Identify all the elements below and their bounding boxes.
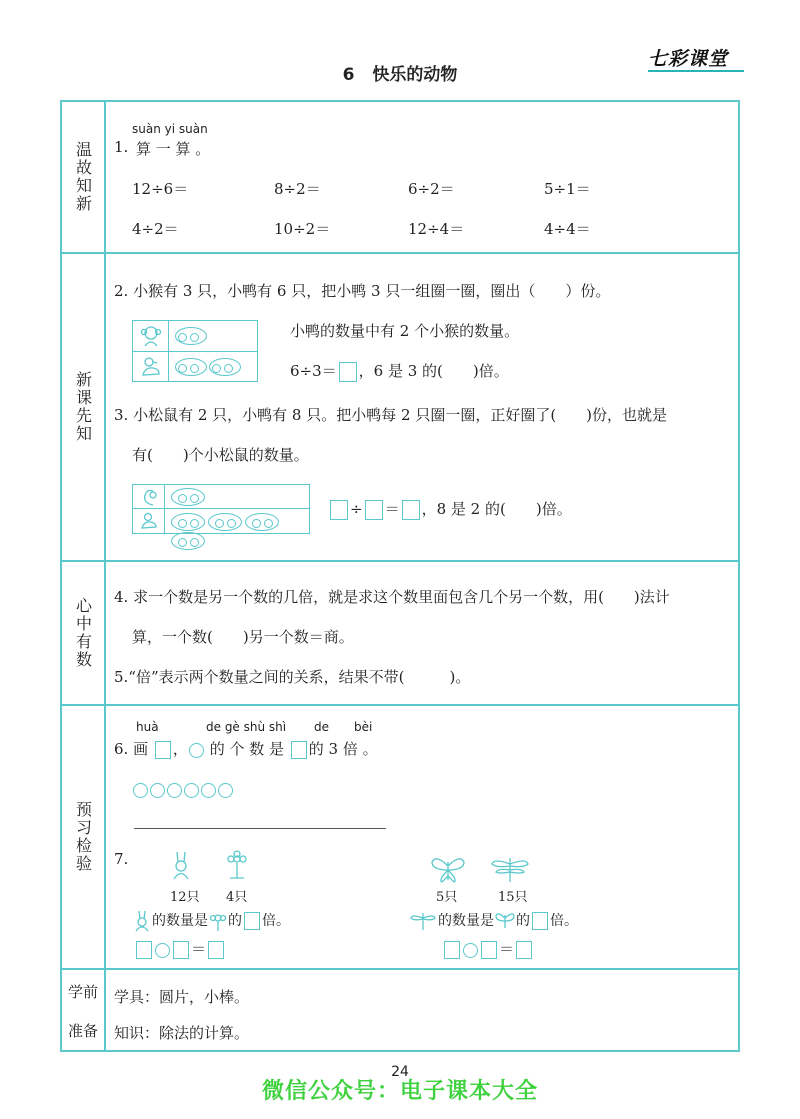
group-oval xyxy=(245,513,279,531)
section-label-line: 准备 xyxy=(67,1022,98,1040)
question-7-number: 7. xyxy=(114,850,129,868)
squirrel-duck-diagram xyxy=(132,484,310,534)
section-label xyxy=(62,970,106,1052)
answer-box[interactable] xyxy=(516,941,532,959)
squirrel-group xyxy=(171,487,208,506)
answer-box[interactable] xyxy=(330,500,348,520)
section-label-text: 温故知新 xyxy=(73,141,93,213)
section-label xyxy=(62,254,106,560)
group-oval xyxy=(209,358,241,376)
pinyin: de xyxy=(314,720,329,734)
problem: 8÷2＝ xyxy=(274,180,321,198)
section-review xyxy=(62,102,738,254)
flower-icon xyxy=(208,910,228,932)
section-label-text: 新课先知 xyxy=(73,371,93,443)
dragonfly-icon xyxy=(408,910,438,932)
group-oval xyxy=(171,488,205,506)
lesson-title: 快乐的动物 xyxy=(372,65,458,85)
answer-box[interactable] xyxy=(173,941,189,959)
group-oval xyxy=(175,358,207,376)
rabbit-icon xyxy=(132,910,152,932)
pinyin: suàn yi suàn xyxy=(132,122,208,136)
given-circles xyxy=(132,780,234,798)
q2-statement: 小鸭的数量中有 2 个小猴的数量。 xyxy=(290,322,520,340)
pinyin: bèi xyxy=(354,720,373,734)
rabbit-icon xyxy=(168,850,194,880)
question-number: 1. xyxy=(114,138,129,156)
answer-box[interactable] xyxy=(402,500,420,520)
problem: 12÷4＝ xyxy=(408,220,465,238)
monkey-icon xyxy=(139,324,163,348)
brand-text: 七彩课堂 xyxy=(648,48,729,70)
section-prep xyxy=(62,970,738,1052)
section-label xyxy=(62,102,106,252)
section-content xyxy=(106,254,738,560)
problem: 4÷2＝ xyxy=(132,220,179,238)
answer-box[interactable] xyxy=(339,362,357,382)
answer-box[interactable] xyxy=(532,912,548,930)
question-2: 2. 小猴有 3 只，小鸭有 6 只，把小鸭 3 只一组圈一圈，圈出（ ）份。 xyxy=(114,282,611,300)
section-content xyxy=(106,706,738,968)
square-shape xyxy=(155,741,171,759)
group-oval xyxy=(208,513,242,531)
dragonfly-icon xyxy=(488,854,532,884)
butterfly-icon xyxy=(494,910,516,932)
pinyin: huà xyxy=(136,720,159,734)
flower-icon xyxy=(224,850,250,880)
operator-circle[interactable] xyxy=(155,943,170,958)
count-label: 12只 xyxy=(170,890,200,905)
question-4-line2: 算，一个数( )另一个数＝商。 xyxy=(132,628,354,646)
duck-groups xyxy=(171,512,309,550)
group-oval xyxy=(171,513,205,531)
section-label-line: 学前 xyxy=(67,983,98,1001)
answer-box[interactable] xyxy=(136,941,152,959)
brand-underline xyxy=(648,70,744,72)
section-content xyxy=(106,970,738,1052)
question-text: 算 一 算 。 xyxy=(136,140,211,158)
section-content xyxy=(106,102,738,252)
lesson-number: 6 xyxy=(342,65,355,85)
question-3-line2: 有( )个小松鼠的数量。 xyxy=(132,446,309,464)
problem: 5÷1＝ xyxy=(544,180,591,198)
pinyin: de gè shù shì xyxy=(206,720,287,734)
squirrel-icon xyxy=(139,487,159,507)
answer-box[interactable] xyxy=(481,941,497,959)
watermark: 微信公众号：电子课本大全 xyxy=(261,1079,538,1104)
worksheet-frame xyxy=(60,100,740,1052)
operator-circle[interactable] xyxy=(463,943,478,958)
circle-shape xyxy=(189,743,204,758)
group-oval xyxy=(171,532,205,550)
duck-icon xyxy=(139,511,159,531)
butterfly-icon xyxy=(428,854,468,884)
q2-equation: 6÷3＝ ，6 是 3 的( )倍。 xyxy=(290,362,509,380)
problem: 4÷4＝ xyxy=(544,220,591,238)
section-new xyxy=(62,254,738,562)
monkey-group xyxy=(175,326,209,345)
answer-box[interactable] xyxy=(444,941,460,959)
answer-box[interactable] xyxy=(365,500,383,520)
problem: 6÷2＝ xyxy=(408,180,455,198)
question-3-line1: 3. 小松鼠有 2 只，小鸭有 8 只。把小鸭每 2 只圈一圈，正好圈了( )份，也就是 xyxy=(114,406,668,424)
q3-equation: ÷ ＝ ，8 是 2 的( )倍。 xyxy=(328,498,572,520)
section-preview xyxy=(62,706,738,970)
question-5: 5.“倍”表示两个数量之间的关系，结果不带( )。 xyxy=(114,668,471,686)
count-label: 5只 xyxy=(436,890,458,905)
count-label: 4只 xyxy=(226,890,248,905)
problem: 12÷6＝ xyxy=(132,180,189,198)
problem: 10÷2＝ xyxy=(274,220,331,238)
monkey-duck-diagram xyxy=(132,320,258,382)
prep-tools: 学具：圆片，小棒。 xyxy=(114,988,250,1006)
duck-groups xyxy=(175,357,243,376)
answer-line[interactable] xyxy=(134,828,386,829)
duck-icon xyxy=(139,355,163,379)
answer-box[interactable] xyxy=(208,941,224,959)
question-6: 6. 画 ， 的 个 数 是 的 3 倍 。 xyxy=(114,740,378,758)
q7-left-statement: 的数量是 的 倍。 xyxy=(132,910,290,932)
q7-right-statement: 的数量是 的 倍。 xyxy=(408,910,578,932)
brand-logo xyxy=(648,44,748,72)
prep-knowledge: 知识：除法的计算。 xyxy=(114,1024,250,1042)
group-oval xyxy=(175,327,207,345)
count-label: 15只 xyxy=(498,890,528,905)
q7-right-equation: ＝ xyxy=(442,938,534,959)
section-label xyxy=(62,562,106,704)
page-number: 24 xyxy=(391,1064,409,1080)
question-4-line1: 4. 求一个数是另一个数的几倍，就是求这个数里面包含几个另一个数，用( )法计 xyxy=(114,588,670,606)
section-label xyxy=(62,706,106,968)
section-content xyxy=(106,562,738,704)
answer-box[interactable] xyxy=(244,912,260,930)
section-mind xyxy=(62,562,738,706)
section-label-text: 心中有数 xyxy=(73,597,93,669)
q7-left-equation: ＝ xyxy=(134,938,226,959)
section-label-text: 预习检验 xyxy=(73,801,93,873)
square-shape xyxy=(291,741,307,759)
